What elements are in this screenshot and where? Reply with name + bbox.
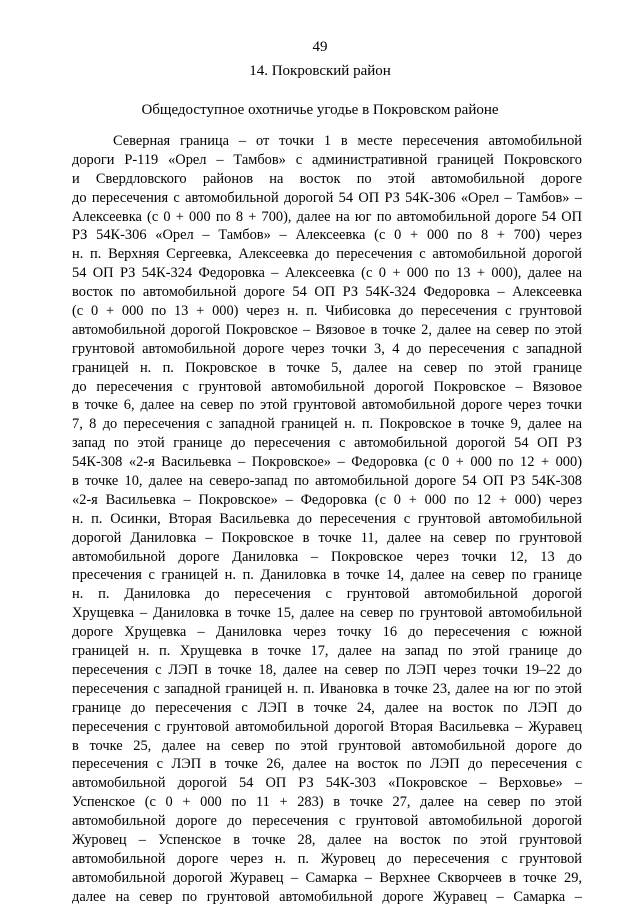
body-line: в точке 6, далее на север по этой грунтовой автомобильной дороге через точки [72, 397, 582, 414]
body-line: грунтовой автомобильной дороге через точки 3, 4 до пересечения с западной [72, 340, 582, 357]
body-line: 7, 8 до пересечения с западной границей н. п. Покровское в точке 9, далее на [72, 416, 582, 433]
body-line: дорогой Даниловка – Покровское в точке 11, далее на север по грунтовой [72, 529, 582, 546]
body-line: (с 0 + 000 по 13 + 000) через н. п. Чибисовка до пересечения с грунтовой [72, 303, 582, 320]
body-line: дороге Хрущевка – Даниловка через точку 16 до пересечения с южной [72, 624, 582, 641]
body-line: н. п. Осинки, Вторая Васильевка до пересечения с грунтовой автомобильной [72, 510, 582, 527]
body-line: границе до пересечения с ЛЭП в точке 24, далее на восток по ЛЭП до [72, 699, 582, 716]
body-line: Хрущевка – Даниловка в точке 15, далее на север по грунтовой автомобильной [72, 605, 582, 622]
body-line: в точке 10, далее на северо-запад по автомобильной дороге 54 ОП РЗ 54К-308 [72, 473, 582, 490]
body-line: пересечения с ЛЭП в точке 18, далее на север по ЛЭП через точки 19–22 до [72, 661, 582, 678]
page-number: 49 [312, 39, 328, 55]
body-text [72, 132, 582, 907]
body-line: «2-я Васильевка – Покровское» – Федоровка (с 0 + 000 по 12 + 000) через [72, 491, 582, 508]
body-line: Алексеевка (с 0 + 000 по 8 + 700), далее на юг по автомобильной дороге 54 ОП [72, 208, 582, 225]
body-line: автомобильной дорогой Покровское – Вязовое в точке 2, далее на север по этой [72, 321, 582, 338]
body-line: Журовец – Успенское в точке 28, далее на восток по этой грунтовой [72, 831, 582, 848]
body-line: Северная граница – от точки 1 в месте пересечения автомобильной [113, 133, 582, 149]
section-title: 14. Покровский район [249, 63, 391, 79]
body-line: автомобильной дорогой 54 ОП РЗ 54К-303 «Покровское – Верховье» – [72, 775, 582, 792]
body-line: автомобильной дороге Даниловка – Покровское через точки 12, 13 до [72, 548, 582, 565]
body-line: пересечения с грунтовой автомобильной дорогой Вторая Васильевка – Журавец [72, 718, 582, 735]
body-line: 54 ОП РЗ 54К-324 Федоровка – Алексеевка (с 0 + 000 по 13 + 000), далее на [72, 265, 582, 282]
body-line: дороги Р-119 «Орел – Тамбов» с административной границей Покровского [72, 151, 582, 168]
body-line: Успенское (с 0 + 000 по 11 + 283) в точке 27, далее на север по этой [72, 794, 582, 811]
body-line: до пересечения с автомобильной дорогой 54 ОП РЗ 54К-306 «Орел – Тамбов» – [72, 189, 582, 206]
body-line: автомобильной дороге через н. п. Журовец до пересечения с грунтовой [72, 850, 582, 867]
body-line: запад по этой границе до пересечения с автомобильной дорогой 54 ОП РЗ [72, 435, 582, 452]
body-line: пересечения с ЛЭП в точке 26, далее на восток по ЛЭП до пересечения с [72, 756, 582, 773]
body-line: пресечения с границей н. п. Даниловка в точке 14, далее на север по границе [72, 567, 582, 584]
body-line: автомобильной дороге до пересечения с грунтовой автомобильной дорогой [72, 813, 582, 830]
body-line: границей н. п. Покровское в точке 5, далее на север по этой границе [72, 359, 582, 376]
body-line: РЗ 54К-306 «Орел – Тамбов» – Алексеевка (с 0 + 000 по 8 + 700) через [72, 227, 582, 244]
body-line: восток по автомобильной дороге 54 ОП РЗ 54К-324 Федоровка – Алексеевка [72, 284, 582, 301]
body-line: пересечения с западной границей н. п. Ивановка в точке 23, далее на юг по этой [72, 680, 582, 697]
body-line: н. п. Верхняя Сергеевка, Алексеевка до пересечения с автомобильной дорогой [72, 246, 582, 263]
body-line: до пересечения с грунтовой автомобильной дорогой Покровское – Вязовое [72, 378, 582, 395]
body-line: н. п. Даниловка до пересечения с грунтовой автомобильной дорогой [72, 586, 582, 603]
document-subtitle: Общедоступное охотничье угодье в Покровском районе [141, 102, 499, 118]
body-line: в точке 25, далее на север по этой грунтовой автомобильной дороге до [72, 737, 582, 754]
body-line: автомобильной дорогой Журавец – Самарка – Верхнее Скворчеев в точке 29, [72, 869, 582, 886]
body-line: границей н. п. Хрущевка в точке 17, далее на запад по этой границе до [72, 643, 582, 660]
body-line: 54К-308 «2-я Васильевка – Покровское» – Федоровка (с 0 + 000 по 12 + 000) [72, 454, 582, 471]
body-line: далее на север по грунтовой автомобильной дороге Журавец – Самарка – [72, 888, 582, 905]
body-line: и Свердловского районов на восток по этой автомобильной дороге [72, 170, 582, 187]
